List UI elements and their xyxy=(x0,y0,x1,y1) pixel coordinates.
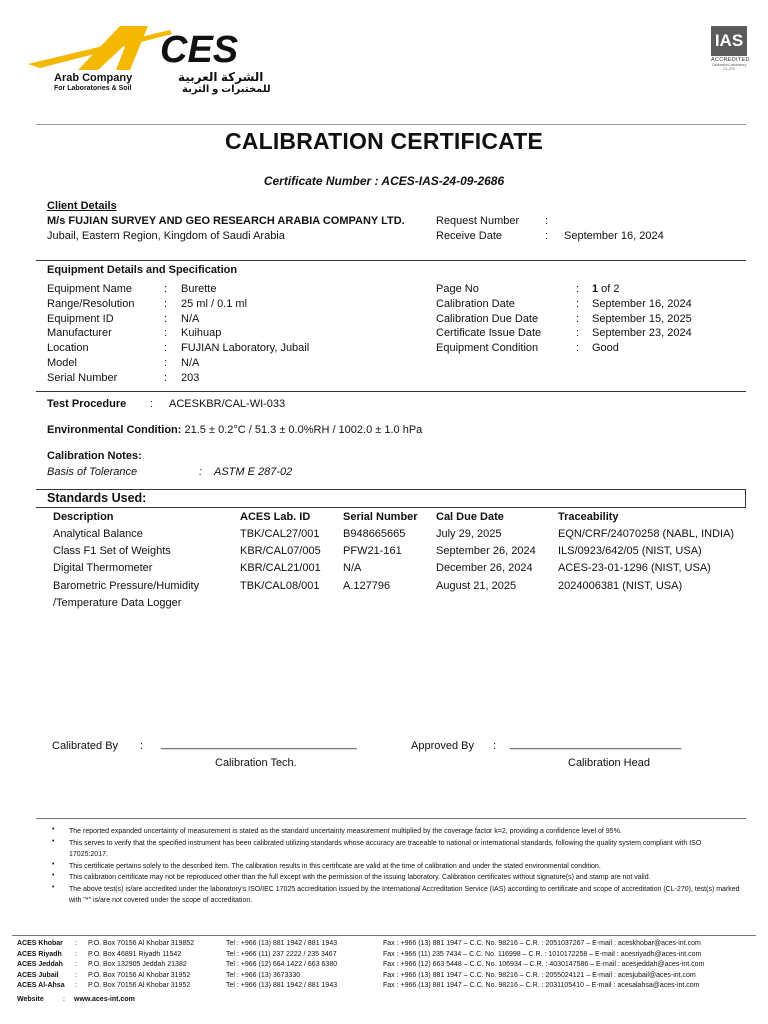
table-top-border xyxy=(36,507,746,508)
ias-accreditation-badge xyxy=(711,26,750,72)
client-name: M/s FUJIAN SURVEY AND GEO RESEARCH ARABIA COMPANY LTD. xyxy=(47,215,405,227)
office-fax-email: Fax : +966 (12) 663 5448 – C.C. No. 106934 – C.R. : 4030147586 – E-mail : acesjeddah@aces-int.com xyxy=(383,961,705,969)
page-title: CALIBRATION CERTIFICATE xyxy=(224,128,544,154)
test-procedure-value: ACESKBR/CAL-WI-033 xyxy=(169,398,286,410)
table-cell: Digital Thermometer xyxy=(53,562,153,575)
standards-used-heading: Standards Used: xyxy=(47,491,147,505)
equipment-field-label: Certificate Issue Date xyxy=(436,327,542,340)
footnote-text: This calibration certificate may not be reproduced other than the full except with the permission of the issuing laboratory. Calibration certificates without signature(s) and stamp are not valid. xyxy=(69,874,651,881)
receive-date-label: Receive Date xyxy=(436,230,503,242)
colon: : xyxy=(576,312,580,325)
equipment-field-value: Burette xyxy=(181,283,217,295)
basis-of-tolerance-label: Basis of Tolerance xyxy=(47,466,138,478)
website-link[interactable]: www.aces-int.com xyxy=(74,996,135,1003)
table-cell: EQN/CRF/24070258 (NABL, INDIA) xyxy=(558,528,735,540)
bullet-icon: • xyxy=(52,826,55,833)
table-cell: ILS/0923/642/05 (NIST, USA) xyxy=(558,545,702,558)
equipment-heading: Equipment Details and Specification xyxy=(47,264,238,276)
approved-by-signature-line: ____________________________ xyxy=(510,738,682,750)
colon: : xyxy=(164,297,168,310)
office-telephone: Tel : +966 (11) 237 2222 / 235 3467 xyxy=(226,950,337,958)
page-number: 1 xyxy=(592,283,599,295)
ias-cert-label: CL-270 xyxy=(723,67,735,71)
table-cell: TBK/CAL27/001 xyxy=(240,528,320,540)
colon: : xyxy=(576,297,580,310)
basis-of-tolerance-value: ASTM E 287-02 xyxy=(214,466,293,478)
equipment-field-label: Manufacturer xyxy=(47,327,112,340)
equipment-field-label: Serial Number xyxy=(47,371,118,384)
company-name-ar: الشركة العربية xyxy=(178,70,264,84)
table-cell: ACES-23-01-1296 (NIST, USA) xyxy=(558,562,711,575)
office-po-box: P.O. Box 70156 Al Khobar 31952 xyxy=(88,982,191,990)
table-cell: KBR/CAL07/005 xyxy=(240,545,321,558)
equipment-field-value: September 16, 2024 xyxy=(592,297,692,310)
office-name: ACES Khobar xyxy=(17,940,63,947)
colon: : xyxy=(164,283,168,295)
office-fax-email: Fax : +966 (13) 881 1947 – C.C. No. 98216 – C.R. : 2031105410 – E-mail : acesalahsa@aces-int.com xyxy=(383,982,700,990)
office-name: ACES Jubail xyxy=(17,971,59,979)
colon: : xyxy=(545,215,549,227)
section-divider xyxy=(36,260,746,261)
company-tagline-en: For Laboratories & Soil xyxy=(54,85,132,92)
equipment-field-label: Range/Resolution xyxy=(47,297,135,310)
test-procedure-label: Test Procedure xyxy=(47,398,127,410)
calibrated-by-label: Calibrated By xyxy=(52,740,119,752)
table-cell: Barometric Pressure/Humidity xyxy=(53,579,200,592)
request-number-label: Request Number xyxy=(436,215,520,227)
table-cell: KBR/CAL21/001 xyxy=(240,562,321,575)
footnotes-list xyxy=(52,826,742,907)
office-name: ACES Jeddah xyxy=(17,961,63,969)
office-telephone: Tel : +966 (13) 3673330 xyxy=(226,971,301,979)
footnote-item xyxy=(52,826,742,838)
office-name: ACES Riyadh xyxy=(17,950,62,958)
equipment-field-value: FUJIAN Laboratory, Jubail xyxy=(181,342,310,355)
equipment-field-value: N/A xyxy=(181,357,200,369)
environmental-condition-value: 21.5 ± 0.2°C / 51.3 ± 0.0%RH / 1002.0 ± 1.0 hPa xyxy=(181,424,423,436)
client-address: Jubail, Eastern Region, Kingdom of Saudi Arabia xyxy=(47,230,285,242)
footer-divider xyxy=(12,935,756,936)
office-telephone: Tel : +966 (13) 881 1942 / 881 1943 xyxy=(226,982,338,990)
office-telephone: Tel : +966 (13) 881 1942 / 881 1943 xyxy=(226,940,338,947)
company-tagline-ar: للمختبرات و التربة xyxy=(182,84,271,95)
table-cell: December 26, 2024 xyxy=(436,562,533,575)
receive-date-value: September 16, 2024 xyxy=(564,230,664,242)
page-total: of 2 xyxy=(598,283,620,295)
equipment-field-label: Model xyxy=(47,357,77,369)
office-fax-email: Fax : +966 (11) 235 7434 – C.C. No. 116998 – C.R. : 1010172258 – E-mail : acesriyadh@aces-int.com xyxy=(383,950,702,958)
table-cell: July 29, 2025 xyxy=(436,528,502,540)
colon: : xyxy=(545,230,549,242)
table-column-header: Description xyxy=(53,511,114,523)
certificate-number: Certificate Number : ACES-IAS-24-09-2686 xyxy=(263,174,505,188)
colon: : xyxy=(140,740,144,752)
office-fax-email: Fax : +966 (13) 881 1947 – C.C. No. 98216 – C.R. : 2051037267 – E-mail : aceskhobar@aces-int.com xyxy=(383,940,701,947)
colon: : xyxy=(199,466,203,478)
table-column-header: Traceability xyxy=(558,511,619,523)
equipment-field-value: N/A xyxy=(181,312,200,325)
table-cell: PFW21-161 xyxy=(343,545,402,558)
colon: : xyxy=(75,940,77,947)
ias-logo: IAS xyxy=(711,26,747,56)
colon: : xyxy=(164,327,168,340)
ias-sub-label: Calibration Laboratory xyxy=(711,63,747,67)
colon: : xyxy=(164,342,168,355)
colon: : xyxy=(75,950,77,958)
section-divider xyxy=(36,489,746,490)
table-column-header: ACES Lab. ID xyxy=(240,511,311,523)
equipment-field-label: Equipment Name xyxy=(47,283,132,295)
equipment-field-label: Location xyxy=(47,342,89,355)
calibration-head-label: Calibration Head xyxy=(568,757,650,769)
calibration-notes-heading: Calibration Notes: xyxy=(47,450,142,462)
equipment-field-value xyxy=(592,283,620,295)
office-name: ACES Al-Ahsa xyxy=(17,982,65,990)
colon: : xyxy=(75,961,77,969)
footnote-text: The above test(s) is/are accredited under the laboratory's ISO/IEC 17025 accreditation issued by the International Accreditation Service (IAS) according to certificate and scope of accreditation (CL-270), test(s) marked with "*" is/are not covered under the scope of accreditation. xyxy=(69,885,740,904)
table-cell: September 26, 2024 xyxy=(436,545,536,558)
environmental-condition-label: Environmental Condition: xyxy=(47,424,182,436)
table-cell: August 21, 2025 xyxy=(436,579,517,592)
footnote-text: The reported expanded uncertainty of measurement is stated as the standard uncertainty measurement multiplied by the coverage factor k=2, providing a confidence level of 95%. xyxy=(69,828,622,835)
colon: : xyxy=(164,371,168,384)
colon: : xyxy=(63,996,65,1003)
office-po-box: P.O. Box 70156 Al Khobar 319852 xyxy=(88,940,195,947)
equipment-field-label: Equipment ID xyxy=(47,312,114,325)
equipment-field-value: Good xyxy=(592,342,619,355)
footnote-text: This certificate pertains solely to the described item. The calibration results in this certificate are valid at the time of calibration and under the stated environmental condition. xyxy=(69,862,601,870)
table-cell: Analytical Balance xyxy=(53,528,143,540)
bullet-icon: • xyxy=(52,872,55,879)
colon: : xyxy=(493,740,497,752)
footnotes-divider xyxy=(36,818,746,819)
aces-logo-graphic xyxy=(20,18,280,74)
table-cell: 2024006381 (NIST, USA) xyxy=(558,579,683,592)
bullet-icon: • xyxy=(52,883,55,891)
office-fax-email: Fax : +966 (13) 881 1947 – C.C. No. 98216 – C.R. : 2055024121 – E-mail : acesjubail@aces-int.com xyxy=(383,971,696,979)
table-cell: N/A xyxy=(343,562,362,575)
logo-text: CES xyxy=(160,29,239,71)
calibration-tech-label: Calibration Tech. xyxy=(215,757,297,769)
colon: : xyxy=(164,357,168,369)
colon: : xyxy=(164,312,168,325)
equipment-field-value: September 15, 2025 xyxy=(592,312,692,325)
bullet-icon: • xyxy=(52,837,55,845)
equipment-field-value: 203 xyxy=(181,371,200,384)
website-label: Website xyxy=(17,996,44,1003)
equipment-field-label: Equipment Condition xyxy=(436,342,539,355)
company-logo xyxy=(20,18,280,100)
equipment-field-label: Calibration Date xyxy=(436,297,515,310)
equipment-field-value: September 23, 2024 xyxy=(592,327,692,340)
equipment-field-value: 25 ml / 0.1 ml xyxy=(181,297,248,310)
office-po-box: P.O. Box 70156 Al Khobar 31952 xyxy=(88,971,191,979)
ias-accredited-label: ACCREDITED xyxy=(711,57,750,63)
bullet-icon: • xyxy=(52,860,55,868)
office-telephone: Tel : +966 (12) 664 1422 / 663 6380 xyxy=(226,961,338,969)
equipment-field-label: Page No xyxy=(436,283,479,295)
table-column-header: Cal Due Date xyxy=(436,511,504,523)
equipment-field-label: Calibration Due Date xyxy=(436,312,539,325)
footnote-item xyxy=(52,872,742,884)
client-details-heading: Client Details xyxy=(47,200,117,212)
footnote-item xyxy=(52,861,742,873)
colon: : xyxy=(75,971,77,979)
equipment-field-value: Kuihuap xyxy=(181,327,222,340)
colon: : xyxy=(576,327,580,340)
table-cell: B948665665 xyxy=(343,528,406,540)
table-right-border xyxy=(745,489,746,508)
company-name-en: Arab Company xyxy=(54,72,133,84)
footnote-item xyxy=(52,884,742,907)
approved-by-label: Approved By xyxy=(411,740,474,752)
office-po-box: P.O. Box 132905 Jeddah 21382 xyxy=(88,961,187,969)
footnote-text: This serves to verify that the specified instrument has been calibrated utilizing standards whose accuracy are traceable to national or international standards, following the quality system compliant with ISO 17025:2017. xyxy=(69,839,702,858)
table-cell: /Temperature Data Logger xyxy=(53,597,182,609)
office-po-box: P.O. Box 46891 Riyadh 11542 xyxy=(88,950,182,958)
section-divider xyxy=(36,391,746,392)
environmental-condition xyxy=(47,424,422,436)
header-divider xyxy=(36,124,746,125)
table-cell: A.127796 xyxy=(343,579,391,592)
table-cell: Class F1 Set of Weights xyxy=(53,545,171,558)
table-cell: TBK/CAL08/001 xyxy=(240,579,320,592)
table-column-header: Serial Number xyxy=(343,511,418,523)
colon: : xyxy=(576,342,580,355)
calibrated-by-signature-line: ________________________________ xyxy=(161,738,357,750)
colon: : xyxy=(576,283,580,295)
footnote-item xyxy=(52,838,742,861)
colon: : xyxy=(75,982,77,990)
colon: : xyxy=(150,398,154,410)
